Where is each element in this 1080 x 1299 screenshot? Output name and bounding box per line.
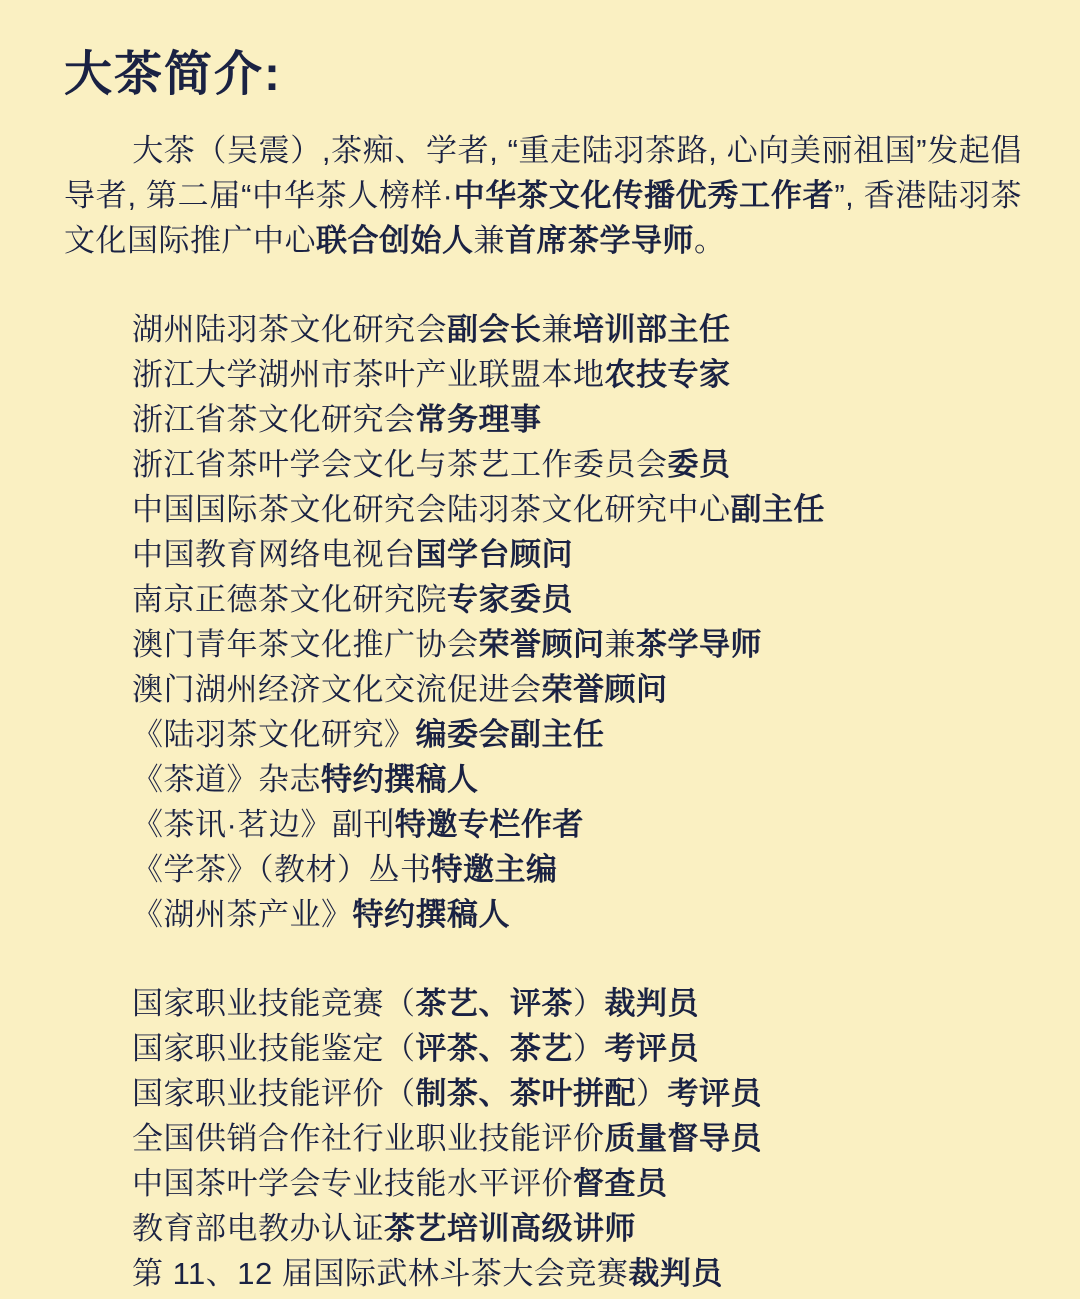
- text-segment: 湖州陆羽茶文化研究会: [132, 311, 447, 347]
- bio-line: [132, 1026, 1022, 1071]
- bio-line: [132, 892, 1022, 937]
- text-segment: 常务理事: [415, 401, 542, 437]
- text-segment: 兼: [604, 626, 636, 662]
- text-segment: 裁判员: [604, 985, 699, 1021]
- text-segment: 国家职业技能竞赛（: [132, 985, 416, 1021]
- text-segment: 质量督导员: [604, 1120, 762, 1156]
- text-segment: 浙江省茶叶学会文化与茶艺工作委员会: [132, 446, 668, 482]
- bio-line: [132, 981, 1022, 1026]
- text-segment: 茶艺、评茶: [415, 985, 573, 1021]
- text-segment: 兼: [541, 311, 573, 347]
- bio-line: [132, 667, 1022, 712]
- bio-line: [132, 577, 1022, 622]
- text-segment: 委员: [667, 446, 731, 482]
- text-segment: ”, 香港陆羽茶文化国际推广中心: [64, 177, 1023, 258]
- text-segment: 副会长: [447, 311, 542, 347]
- text-segment: 《湖州茶产业》: [132, 896, 353, 932]
- text-segment: 国学台顾问: [415, 536, 573, 572]
- bio-line: [132, 712, 1022, 757]
- text-segment: 茶艺培训高级讲师: [384, 1210, 636, 1246]
- text-segment: 特约撰稿人: [321, 761, 479, 797]
- bio-line: [132, 352, 1022, 397]
- text-segment: 中国茶叶学会专业技能水平评价: [132, 1165, 573, 1201]
- text-segment: 考评员: [604, 1030, 699, 1066]
- text-segment: 浙江大学湖州市茶叶产业联盟本地: [132, 356, 605, 392]
- text-segment: 澳门青年茶文化推广协会: [132, 626, 479, 662]
- bio-line: [132, 622, 1022, 667]
- text-segment: 茶学导师: [636, 626, 762, 662]
- text-segment: 制茶、茶叶拼配: [415, 1075, 636, 1111]
- bio-line: [132, 757, 1022, 802]
- text-segment: 中华茶文化传播优秀工作者: [453, 177, 835, 213]
- text-segment: 副主任: [730, 491, 825, 527]
- bio-line: [132, 847, 1022, 892]
- text-segment: 国家职业技能鉴定（: [132, 1030, 416, 1066]
- text-segment: 评茶、茶艺: [415, 1030, 573, 1066]
- text-segment: ）: [636, 1075, 668, 1111]
- judging-list: [132, 981, 1022, 1296]
- text-segment: 裁判员: [628, 1255, 723, 1291]
- text-segment: 《学茶》（教材）丛书: [132, 851, 432, 887]
- bio-line: [132, 487, 1022, 532]
- text-segment: 澳门湖州经济文化交流促进会: [132, 671, 542, 707]
- text-segment: 《茶道》杂志: [132, 761, 321, 797]
- text-segment: 第 11、12 届国际武林斗茶大会竞赛: [132, 1255, 629, 1291]
- bio-line: [132, 1251, 1022, 1296]
- bio-line: [132, 1161, 1022, 1206]
- page-title: 大茶简介:: [64, 48, 282, 101]
- text-segment: 编委会副主任: [415, 716, 605, 752]
- text-segment: 兼: [473, 222, 505, 258]
- bio-line: [132, 1206, 1022, 1251]
- bio-line: [132, 1071, 1022, 1116]
- text-segment: 《陆羽茶文化研究》: [132, 716, 416, 752]
- text-segment: ）: [573, 985, 605, 1021]
- text-segment: 督查员: [573, 1165, 668, 1201]
- text-segment: 大茶（吴震）,茶痴、学者, “重走陆羽茶路, 心向美丽祖国”发起倡导者, 第二届“中华茶人榜样·: [64, 132, 1022, 213]
- text-segment: 首席茶学导师: [505, 222, 694, 258]
- text-segment: 南京正德茶文化研究院: [132, 581, 447, 617]
- credentials-list: [132, 307, 1022, 937]
- text-segment: 荣誉顾问: [541, 671, 668, 707]
- text-segment: 培训部主任: [573, 311, 731, 347]
- text-segment: 中国国际茶文化研究会陆羽茶文化研究中心: [132, 491, 731, 527]
- text-segment: 全国供销合作社行业职业技能评价: [132, 1120, 605, 1156]
- bio-line: [132, 307, 1022, 352]
- text-segment: 浙江省茶文化研究会: [132, 401, 416, 437]
- text-segment: 荣誉顾问: [478, 626, 605, 662]
- text-segment: 特邀主编: [431, 851, 558, 887]
- text-segment: 特邀专栏作者: [394, 806, 584, 842]
- text-segment: 考评员: [667, 1075, 762, 1111]
- bio-line: [132, 442, 1022, 487]
- text-segment: 中国教育网络电视台: [132, 536, 416, 572]
- text-segment: 。: [694, 222, 726, 258]
- text-segment: 教育部电教办认证: [132, 1210, 384, 1246]
- intro-paragraph: [64, 128, 1022, 263]
- text-segment: 特约撰稿人: [352, 896, 510, 932]
- text-segment: 联合创始人: [316, 222, 474, 258]
- text-segment: 国家职业技能评价（: [132, 1075, 416, 1111]
- bio-line: [132, 802, 1022, 847]
- bio-line: [132, 1116, 1022, 1161]
- bio-line: [132, 532, 1022, 577]
- bio-line: [132, 397, 1022, 442]
- text-segment: ）: [573, 1030, 605, 1066]
- text-segment: 《茶讯·茗边》副刊: [132, 806, 395, 842]
- text-segment: 农技专家: [604, 356, 731, 392]
- text-segment: 专家委员: [447, 581, 573, 617]
